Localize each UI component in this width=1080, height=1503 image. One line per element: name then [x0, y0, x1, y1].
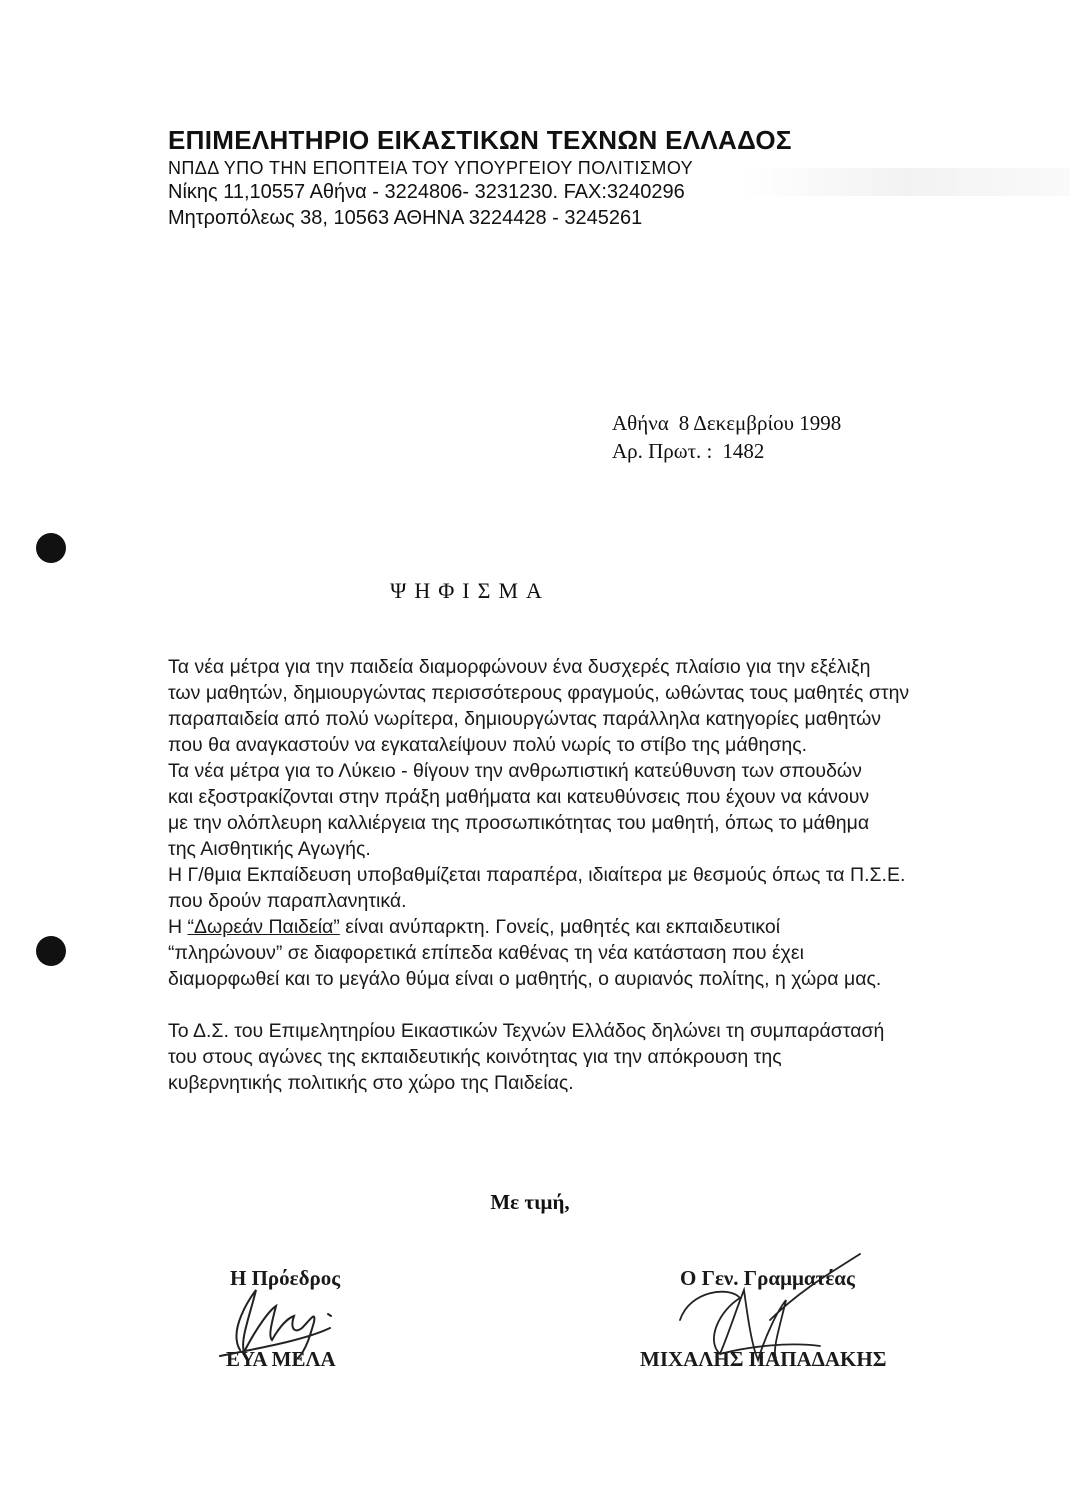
- body-text: είναι ανύπαρκτη. Γονείς, μαθητές και εκπαιδευτικοί: [339, 916, 781, 938]
- organization-name: ΕΠΙΜΕΛΗΤΗΡΙΟ ΕΙΚΑΣΤΙΚΩΝ ΤΕΧΝΩΝ ΕΛΛΑΔΟΣ: [168, 125, 792, 155]
- body-line: με την ολόπλευρη καλλιέργεια της προσωπικότητας του μαθητή, όπως το μάθημα: [168, 812, 870, 834]
- body-line: Το Δ.Σ. του Επιμελητηρίου Εικαστικών Τεχνών Ελλάδος δηλώνει τη συμπαράστασή: [168, 1020, 885, 1042]
- body-line: του στους αγώνες της εκπαιδευτικής κοινότητας για την απόκρουση της: [168, 1046, 782, 1068]
- address-line-2: Μητροπόλεως 38, 10563 ΑΘΗΝΑ 3224428 - 3245261: [168, 207, 643, 229]
- body-line: κυβερνητικής πολιτικής στο χώρο της Παιδείας.: [168, 1072, 574, 1094]
- president-signature: [210, 1270, 360, 1360]
- body-text: Η: [168, 916, 188, 938]
- underlined-phrase: “Δωρεάν Παιδεία”: [187, 916, 340, 938]
- body-line: της Αισθητικής Αγωγής.: [168, 838, 371, 860]
- document-date: 8 Δεκεμβρίου 1998: [678, 411, 842, 435]
- body-line: παραπαιδεία από πολύ νωρίτερα, δημιουργώντας παράλληλα κατηγορίες μαθητών: [168, 708, 882, 730]
- body-line: που θα αναγκαστούν να εγκαταλείψουν πολύ νωρίς το στίβο της μάθησης.: [168, 734, 808, 756]
- body-line: “πληρώνουν” σε διαφορετικά επίπεδα καθένας τη νέα κατάσταση που έχει: [168, 942, 804, 964]
- president-name: ΕΥΑ ΜΕΛΑ: [226, 1347, 336, 1371]
- president-title: Η Πρόεδρος: [230, 1266, 341, 1290]
- punch-hole: [36, 533, 66, 563]
- body-line: [168, 914, 908, 940]
- protocol-label: Αρ. Πρωτ. :: [612, 439, 713, 463]
- body-line: των μαθητών, δημιουργώντας περισσότερους φραγμούς, ωθώντας τους μαθητές στην: [168, 682, 910, 704]
- body-line: Τα νέα μέτρα για την παιδεία διαμορφώνουν ένα δυσχερές πλαίσιο για την εξέλιξη: [168, 656, 871, 678]
- body-line: διαμορφωθεί και το μεγάλο θύμα είναι ο μαθητής, ο αυριανός πολίτης, η χώρα μας.: [168, 968, 882, 990]
- protocol-number: 1482: [722, 439, 765, 463]
- address-line-1: Νίκης 11,10557 Αθήνα - 3224806- 3231230. FAX:3240296: [168, 181, 685, 203]
- body-line: και εξοστρακίζονται στην πράξη μαθήματα και κατευθύνσεις που έχουν να κάνουν: [168, 786, 870, 808]
- body-line: που δρούν παραπλανητικά.: [168, 890, 407, 912]
- date-block: [612, 409, 841, 465]
- place-label: Αθήνα: [612, 411, 669, 435]
- body-line: Τα νέα μέτρα για το Λύκειο - θίγουν την ανθρωπιστική κατεύθυνση των σπουδών: [168, 760, 862, 782]
- punch-hole: [36, 936, 66, 966]
- organization-subtitle: ΝΠΔΔ ΥΠΟ ΤΗΝ ΕΠΟΠΤΕΙΑ ΤΟΥ ΥΠΟΥΡΓΕΙΟΥ ΠΟΛΙΤΙΣΜΟΥ: [168, 158, 694, 178]
- closing-salutation: Με τιμή,: [490, 1190, 570, 1214]
- document-heading: ΨΗΦΙΣΜΑ: [390, 578, 550, 603]
- body-line: Η Γ/θμια Εκπαίδευση υποβαθμίζεται παραπέρα, ιδιαίτερα με θεσμούς όπως τα Π.Σ.Ε.: [168, 864, 906, 886]
- secretary-name: ΜΙΧΑΛΗΣ ΠΑΠΑΔΑΚΗΣ: [640, 1347, 887, 1371]
- letterhead: [168, 124, 792, 231]
- secretary-signature: [660, 1250, 870, 1370]
- resolution-body: [168, 654, 908, 1096]
- secretary-title: Ο Γεν. Γραμματέας: [680, 1266, 855, 1290]
- paragraph-gap: [168, 992, 908, 1018]
